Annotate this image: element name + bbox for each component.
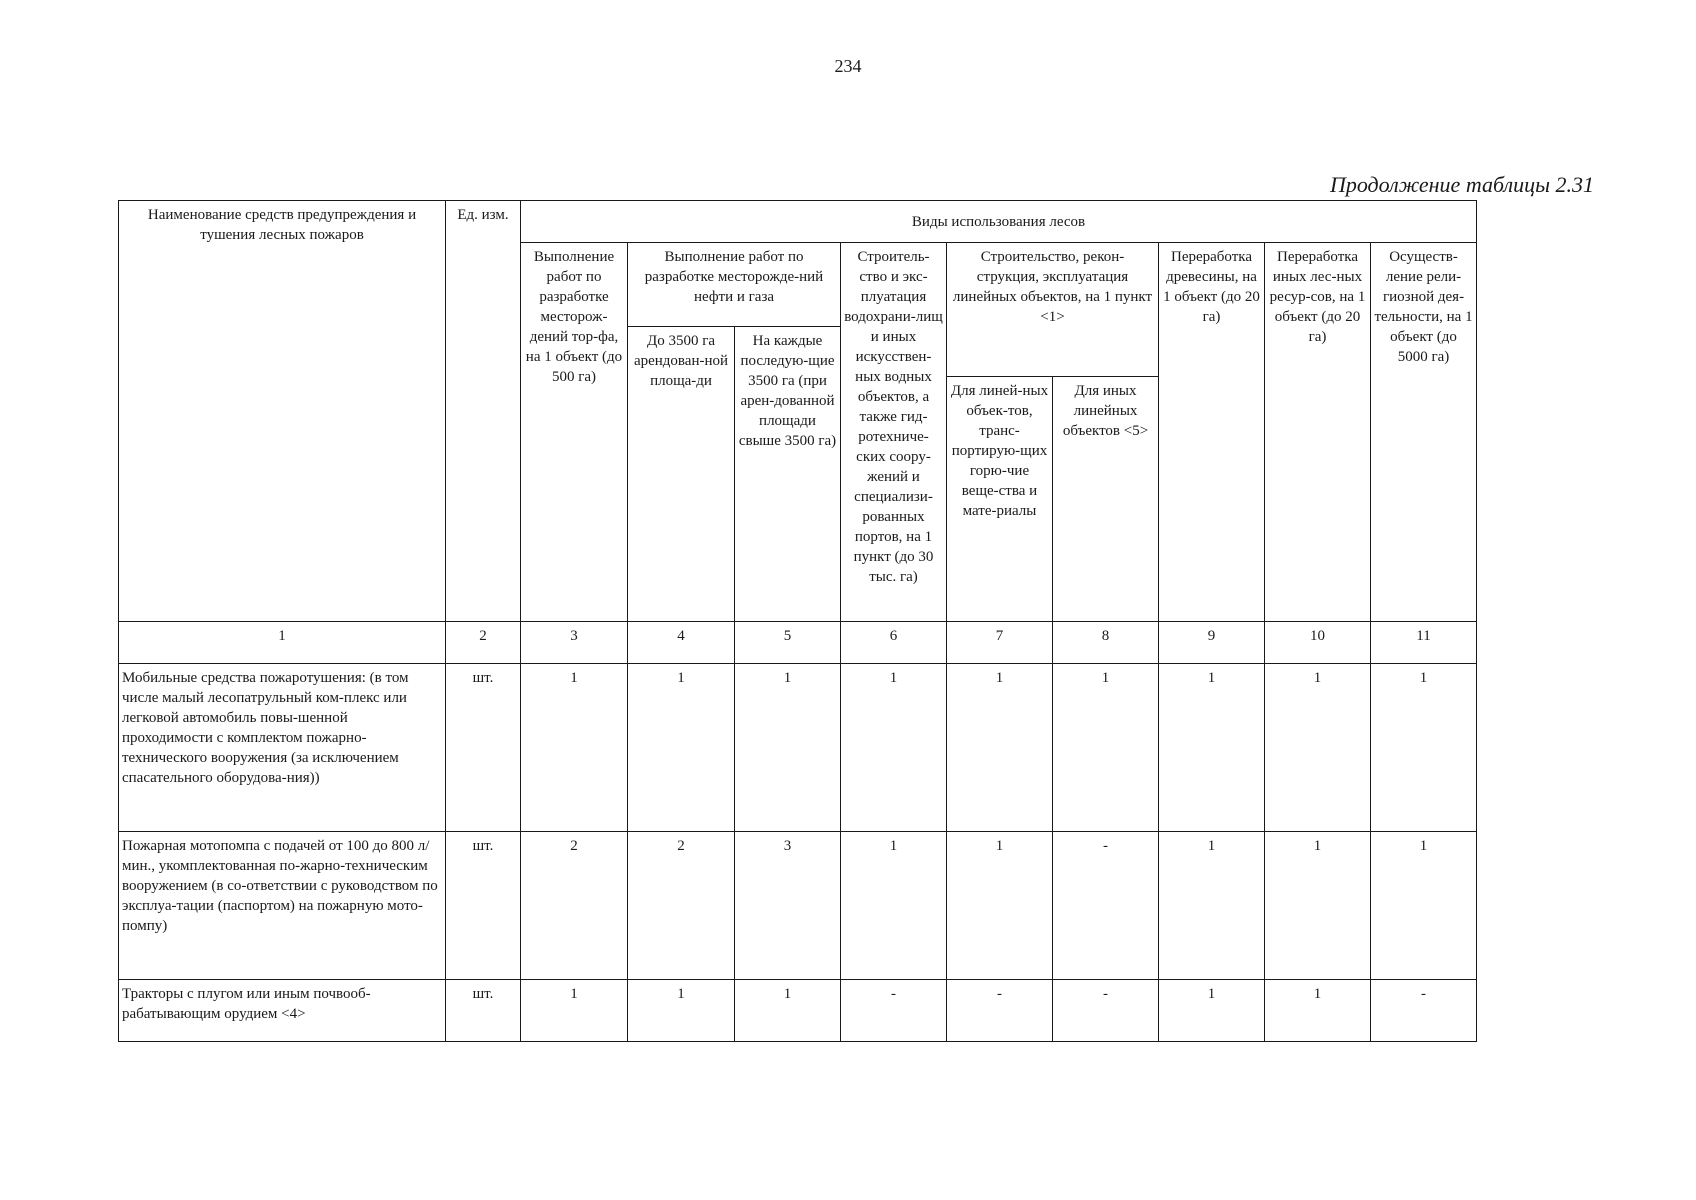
row-value: 1 — [1159, 832, 1265, 980]
column-number: 9 — [1159, 622, 1265, 664]
row-unit: шт. — [446, 980, 521, 1042]
column-number: 5 — [735, 622, 841, 664]
header-col-9: Переработка древесины, на 1 объект (до 20 га) — [1159, 243, 1265, 622]
row-value: 1 — [1265, 980, 1371, 1042]
header-col-4: До 3500 га арендован-ной площа-ди — [628, 327, 735, 622]
header-col-11: Осуществ-ление рели-гиозной дея-тельности, на 1 объект (до 5000 га) — [1371, 243, 1477, 622]
header-equipment-name: Наименование средств предупреждения и тушения лесных пожаров — [119, 201, 446, 622]
page-number: 234 — [834, 56, 862, 76]
header-unit: Ед. изм. — [446, 201, 521, 622]
header-col-6: Строитель-ство и экс-плуатация водохрани-лищ и иных искусствен-ных водных объектов, а также гид-ротехниче-ских соору-жений и специализи-рованных портов, на 1 пункт (до 30 тыс. га) — [841, 243, 947, 622]
row-unit: шт. — [446, 832, 521, 980]
row-value: 1 — [521, 980, 628, 1042]
row-value: 1 — [735, 980, 841, 1042]
row-value: 1 — [1159, 980, 1265, 1042]
row-equipment-name: Пожарная мотопомпа с подачей от 100 до 800 л/мин., укомплектованная по-жарно-техническим вооружением (в со-ответствии с руководством по эксплуа-тации (паспортом) на пожарную мото-помпу) — [119, 832, 446, 980]
row-value: 1 — [1265, 664, 1371, 832]
row-value: 1 — [841, 664, 947, 832]
row-value: 1 — [1371, 832, 1477, 980]
row-equipment-name: Тракторы с плугом или иным почвооб-рабатывающим орудием <4> — [119, 980, 446, 1042]
column-number: 10 — [1265, 622, 1371, 664]
table-row — [119, 832, 1477, 980]
column-number: 1 — [119, 622, 446, 664]
table-continuation-title: Продолжение таблицы 2.31 — [1329, 172, 1594, 197]
row-value: 1 — [628, 664, 735, 832]
row-value: 1 — [521, 664, 628, 832]
column-number: 6 — [841, 622, 947, 664]
row-value: 1 — [735, 664, 841, 832]
column-number: 3 — [521, 622, 628, 664]
column-number: 11 — [1371, 622, 1477, 664]
row-value: - — [841, 980, 947, 1042]
row-value: - — [947, 980, 1053, 1042]
header-col-10: Переработка иных лес-ных ресур-сов, на 1 объект (до 20 га) — [1265, 243, 1371, 622]
row-value: 1 — [1159, 664, 1265, 832]
row-value: 2 — [521, 832, 628, 980]
table-row — [119, 664, 1477, 832]
row-value: 1 — [947, 664, 1053, 832]
row-value: 1 — [947, 832, 1053, 980]
row-value: 1 — [1371, 664, 1477, 832]
row-value: 1 — [1053, 664, 1159, 832]
header-col-5: На каждые последую-щие 3500 га (при арен-дованной площади свыше 3500 га) — [735, 327, 841, 622]
column-number: 4 — [628, 622, 735, 664]
row-unit: шт. — [446, 664, 521, 832]
row-value: 2 — [628, 832, 735, 980]
row-value: - — [1371, 980, 1477, 1042]
row-value: - — [1053, 832, 1159, 980]
row-equipment-name: Мобильные средства пожаротушения: (в том числе малый лесопатрульный ком-плекс или легковой автомобиль повы-шенной проходимости с комплектом пожарно-технического вооружения (за исключением спасательного оборудова-ния)) — [119, 664, 446, 832]
row-value: 1 — [628, 980, 735, 1042]
row-value: 1 — [1265, 832, 1371, 980]
header-oil-gas-group: Выполнение работ по разработке месторожде-ний нефти и газа — [628, 243, 841, 327]
fire-equipment-table — [118, 200, 1477, 1042]
header-forest-use-types: Виды использования лесов — [521, 201, 1477, 243]
column-number: 7 — [947, 622, 1053, 664]
header-col-3: Выполнение работ по разработке месторож-дений тор-фа, на 1 объект (до 500 га) — [521, 243, 628, 622]
header-col-8: Для иных линейных объектов <5> — [1053, 377, 1159, 622]
header-linear-objects-group: Строительство, рекон-струкция, эксплуатация линейных объектов, на 1 пункт <1> — [947, 243, 1159, 377]
column-number: 8 — [1053, 622, 1159, 664]
row-value: 1 — [841, 832, 947, 980]
header-col-7: Для линей-ных объек-тов, транс-портирую-щих горю-чие веще-ства и мате-риалы — [947, 377, 1053, 622]
table-row — [119, 980, 1477, 1042]
row-value: 3 — [735, 832, 841, 980]
column-number: 2 — [446, 622, 521, 664]
row-value: - — [1053, 980, 1159, 1042]
